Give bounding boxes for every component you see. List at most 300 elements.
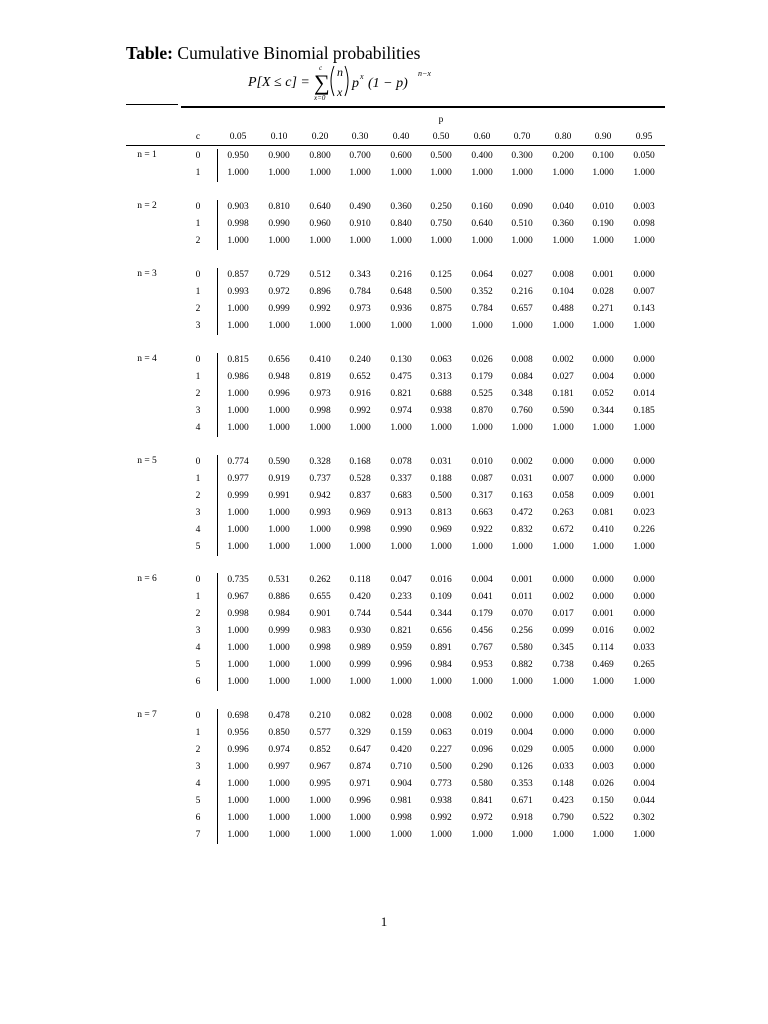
p-header-cell: 0.95 <box>635 132 653 142</box>
table-cell: 0.821 <box>390 626 412 636</box>
table-cell: 0.000 <box>592 745 614 755</box>
table-cell: 0.969 <box>430 525 452 535</box>
table-cell: 0.832 <box>511 525 533 535</box>
table-cell: 1.000 <box>552 423 574 433</box>
table-cell: 1.000 <box>227 796 249 806</box>
table-cell: 0.084 <box>511 372 533 382</box>
table-cell: 0.700 <box>349 151 371 161</box>
c-value: 5 <box>195 796 201 806</box>
binom-right-paren <box>345 66 348 96</box>
table-cell: 0.000 <box>633 762 655 772</box>
table-cell: 1.000 <box>227 660 249 670</box>
c-value: 0 <box>195 202 201 212</box>
table-cell: 0.118 <box>349 575 371 585</box>
table-cell: 0.008 <box>511 355 533 365</box>
table-cell: 1.000 <box>390 236 412 246</box>
table-cell: 0.001 <box>592 609 614 619</box>
table-cell: 1.000 <box>430 677 452 687</box>
table-cell: 0.026 <box>471 355 493 365</box>
table-cell: 0.577 <box>309 728 331 738</box>
table-cell: 0.423 <box>552 796 574 806</box>
table-cell: 0.070 <box>511 609 533 619</box>
table-cell: 0.512 <box>309 270 331 280</box>
table-cell: 0.640 <box>309 202 331 212</box>
table-cell: 0.000 <box>633 270 655 280</box>
table-cell: 0.000 <box>633 745 655 755</box>
table-cell: 1.000 <box>633 321 655 331</box>
table-cell: 1.000 <box>471 677 493 687</box>
table-cell: 0.857 <box>227 270 249 280</box>
table-cell: 0.999 <box>268 304 290 314</box>
table-cell: 0.971 <box>349 779 371 789</box>
binom-left-paren <box>331 66 334 96</box>
table-cell: 1.000 <box>227 542 249 552</box>
table-cell: 0.004 <box>592 372 614 382</box>
table-cell: 0.981 <box>390 796 412 806</box>
table-cell: 0.992 <box>430 813 452 823</box>
table-cell: 0.590 <box>552 406 574 416</box>
table-cell: 0.950 <box>227 151 249 161</box>
c-value: 4 <box>195 643 201 653</box>
c-value: 1 <box>195 728 201 738</box>
table-cell: 0.063 <box>430 355 452 365</box>
table-cell: 0.972 <box>471 813 493 823</box>
table-cell: 1.000 <box>268 406 290 416</box>
table-cell: 1.000 <box>227 813 249 823</box>
table-cell: 1.000 <box>633 423 655 433</box>
table-cell: 1.000 <box>227 321 249 331</box>
table-cell: 1.000 <box>309 660 331 670</box>
table-cell: 0.010 <box>592 202 614 212</box>
c-value: 4 <box>195 779 201 789</box>
table-cell: 0.000 <box>633 609 655 619</box>
table-cell: 0.919 <box>268 474 290 484</box>
n-label: n = 1 <box>137 150 157 160</box>
table-cell: 0.916 <box>349 389 371 399</box>
p-header-cell: 0.40 <box>392 132 410 142</box>
table-cell: 0.942 <box>309 491 331 501</box>
table-cell: 0.027 <box>552 372 574 382</box>
table-cell: 1.000 <box>552 830 574 840</box>
table-cell: 0.005 <box>552 745 574 755</box>
table-cell: 1.000 <box>268 508 290 518</box>
table-cell: 0.353 <box>511 779 533 789</box>
table-cell: 1.000 <box>309 830 331 840</box>
table-cell: 1.000 <box>309 423 331 433</box>
table-cell: 0.813 <box>430 508 452 518</box>
table-cell: 0.710 <box>390 762 412 772</box>
table-cell: 1.000 <box>633 830 655 840</box>
table-cell: 0.729 <box>268 270 290 280</box>
table-cell: 0.774 <box>227 457 249 467</box>
table-cell: 0.580 <box>511 643 533 653</box>
table-cell: 1.000 <box>390 677 412 687</box>
table-cell: 0.000 <box>592 474 614 484</box>
c-value: 1 <box>195 168 201 178</box>
table-cell: 0.790 <box>552 813 574 823</box>
table-cell: 1.000 <box>227 236 249 246</box>
n-label: n = 7 <box>137 710 157 720</box>
table-cell: 0.002 <box>511 457 533 467</box>
table-cell: 0.998 <box>390 813 412 823</box>
table-cell: 0.580 <box>471 779 493 789</box>
table-cell: 0.090 <box>511 202 533 212</box>
table-cell: 1.000 <box>227 677 249 687</box>
table-cell: 0.544 <box>390 609 412 619</box>
c-value: 1 <box>195 474 201 484</box>
table-cell: 1.000 <box>268 796 290 806</box>
table-cell: 0.990 <box>390 525 412 535</box>
table-cell: 0.052 <box>592 389 614 399</box>
table-cell: 0.290 <box>471 762 493 772</box>
table-cell: 0.081 <box>592 508 614 518</box>
table-cell: 0.002 <box>471 711 493 721</box>
table-cell: 0.983 <box>309 626 331 636</box>
table-cell: 0.044 <box>633 796 655 806</box>
table-cell: 0.010 <box>471 457 493 467</box>
table-cell: 0.698 <box>227 711 249 721</box>
table-cell: 0.998 <box>227 219 249 229</box>
table-cell: 0.087 <box>471 474 493 484</box>
table-cell: 0.008 <box>430 711 452 721</box>
table-cell: 1.000 <box>227 525 249 535</box>
table-cell: 0.999 <box>227 491 249 501</box>
table-cell: 0.998 <box>227 609 249 619</box>
title-bold-label: Table: <box>126 43 174 63</box>
table-cell: 0.009 <box>592 491 614 501</box>
table-cell: 0.930 <box>349 626 371 636</box>
table-cell: 1.000 <box>227 830 249 840</box>
table-cell: 1.000 <box>592 542 614 552</box>
table-cell: 0.082 <box>349 711 371 721</box>
c-value: 1 <box>195 219 201 229</box>
table-cell: 0.472 <box>511 508 533 518</box>
table-cell: 1.000 <box>227 423 249 433</box>
table-cell: 0.998 <box>309 643 331 653</box>
table-cell: 0.016 <box>430 575 452 585</box>
table-cell: 0.226 <box>633 525 655 535</box>
table-cell: 1.000 <box>633 168 655 178</box>
table-cell: 0.672 <box>552 525 574 535</box>
table-cell: 0.657 <box>511 304 533 314</box>
c-value: 4 <box>195 423 201 433</box>
formula-lhs: P[X ≤ c] = <box>248 75 310 90</box>
table-cell: 0.227 <box>430 745 452 755</box>
table-cell: 1.000 <box>552 168 574 178</box>
table-cell: 0.256 <box>511 626 533 636</box>
table-cell: 0.003 <box>592 762 614 772</box>
table-cell: 0.263 <box>552 508 574 518</box>
table-cell: 0.233 <box>390 592 412 602</box>
c-value: 7 <box>195 830 201 840</box>
table-cell: 0.850 <box>268 728 290 738</box>
c-value: 2 <box>195 609 201 619</box>
table-cell: 0.000 <box>633 711 655 721</box>
table-cell: 0.837 <box>349 491 371 501</box>
table-cell: 1.000 <box>268 423 290 433</box>
p-header-cell: 0.05 <box>229 132 247 142</box>
table-cell: 0.938 <box>430 406 452 416</box>
table-cell: 0.525 <box>471 389 493 399</box>
table-cell: 0.027 <box>511 270 533 280</box>
table-cell: 0.001 <box>592 270 614 280</box>
table-cell: 1.000 <box>552 321 574 331</box>
table-cell: 0.688 <box>430 389 452 399</box>
table-cell: 1.000 <box>349 423 371 433</box>
table-cell: 1.000 <box>349 168 371 178</box>
table-cell: 0.163 <box>511 491 533 501</box>
table-cell: 1.000 <box>309 525 331 535</box>
table-cell: 1.000 <box>309 796 331 806</box>
table-cell: 0.028 <box>592 287 614 297</box>
table-cell: 0.098 <box>633 219 655 229</box>
table-cell: 0.159 <box>390 728 412 738</box>
c-value: 1 <box>195 592 201 602</box>
table-cell: 0.663 <box>471 508 493 518</box>
c-value: 0 <box>195 711 201 721</box>
top-rule-right <box>181 106 665 108</box>
c-header: c <box>195 132 201 142</box>
c-value: 4 <box>195 525 201 535</box>
table-cell: 0.528 <box>349 474 371 484</box>
table-cell: 0.735 <box>227 575 249 585</box>
table-cell: 1.000 <box>227 508 249 518</box>
formula-p-exponent: x <box>360 72 364 81</box>
table-cell: 0.028 <box>390 711 412 721</box>
table-cell: 0.000 <box>633 474 655 484</box>
table-cell: 0.986 <box>227 372 249 382</box>
table-cell: 0.216 <box>511 287 533 297</box>
table-cell: 0.522 <box>592 813 614 823</box>
table-cell: 0.023 <box>633 508 655 518</box>
table-cell: 1.000 <box>309 321 331 331</box>
table-cell: 1.000 <box>552 236 574 246</box>
table-cell: 0.360 <box>552 219 574 229</box>
table-cell: 0.019 <box>471 728 493 738</box>
table-cell: 0.990 <box>268 219 290 229</box>
table-cell: 0.000 <box>633 457 655 467</box>
c-value: 1 <box>195 372 201 382</box>
table-cell: 0.973 <box>349 304 371 314</box>
table-cell: 0.767 <box>471 643 493 653</box>
table-cell: 0.100 <box>592 151 614 161</box>
c-value: 0 <box>195 575 201 585</box>
table-cell: 0.960 <box>309 219 331 229</box>
c-value: 2 <box>195 491 201 501</box>
table-cell: 0.185 <box>633 406 655 416</box>
table-cell: 0.047 <box>390 575 412 585</box>
table-cell: 0.000 <box>592 575 614 585</box>
table-cell: 0.181 <box>552 389 574 399</box>
table-cell: 1.000 <box>511 677 533 687</box>
table-cell: 0.014 <box>633 389 655 399</box>
table-cell: 1.000 <box>471 830 493 840</box>
table-cell: 1.000 <box>227 643 249 653</box>
table-cell: 1.000 <box>349 236 371 246</box>
c-value: 6 <box>195 677 201 687</box>
table-cell: 0.420 <box>349 592 371 602</box>
table-cell: 0.989 <box>349 643 371 653</box>
table-cell: 0.114 <box>592 643 614 653</box>
table-cell: 1.000 <box>349 677 371 687</box>
page-number: 1 <box>380 914 388 929</box>
c-value: 5 <box>195 660 201 670</box>
table-cell: 1.000 <box>552 542 574 552</box>
table-cell: 1.000 <box>309 236 331 246</box>
table-cell: 0.250 <box>430 202 452 212</box>
table-cell: 0.800 <box>309 151 331 161</box>
table-cell: 1.000 <box>268 779 290 789</box>
table-cell: 0.064 <box>471 270 493 280</box>
table-cell: 1.000 <box>592 423 614 433</box>
table-cell: 0.329 <box>349 728 371 738</box>
table-cell: 1.000 <box>309 168 331 178</box>
table-cell: 0.210 <box>309 711 331 721</box>
p-header-cell: 0.10 <box>270 132 288 142</box>
table-cell: 0.967 <box>227 592 249 602</box>
table-cell: 0.996 <box>390 660 412 670</box>
c-value: 2 <box>195 389 201 399</box>
table-cell: 1.000 <box>552 677 574 687</box>
table-cell: 1.000 <box>268 677 290 687</box>
table-cell: 1.000 <box>268 643 290 653</box>
table-cell: 0.900 <box>268 151 290 161</box>
title-text: Cumulative Binomial probabilities <box>177 43 421 63</box>
c-value: 0 <box>195 270 201 280</box>
p-header-cell: 0.50 <box>432 132 450 142</box>
table-cell: 0.001 <box>511 575 533 585</box>
table-cell: 1.000 <box>309 542 331 552</box>
table-cell: 1.000 <box>511 830 533 840</box>
p-header-cell: 0.90 <box>594 132 612 142</box>
table-cell: 0.998 <box>349 525 371 535</box>
table-cell: 0.819 <box>309 372 331 382</box>
table-cell: 1.000 <box>309 677 331 687</box>
table-cell: 0.001 <box>633 491 655 501</box>
table-cell: 0.000 <box>592 457 614 467</box>
table-cell: 0.345 <box>552 643 574 653</box>
table-cell: 0.109 <box>430 592 452 602</box>
table-cell: 1.000 <box>349 813 371 823</box>
table-cell: 0.896 <box>309 287 331 297</box>
table-cell: 1.000 <box>268 321 290 331</box>
table-cell: 1.000 <box>592 168 614 178</box>
table-cell: 0.190 <box>592 219 614 229</box>
table-cell: 1.000 <box>430 168 452 178</box>
table-cell: 0.033 <box>552 762 574 772</box>
table-cell: 0.002 <box>552 592 574 602</box>
table-cell: 0.784 <box>349 287 371 297</box>
table-cell: 0.500 <box>430 762 452 772</box>
n-label: n = 3 <box>137 269 157 279</box>
table-cell: 0.337 <box>390 474 412 484</box>
table-cell: 0.500 <box>430 151 452 161</box>
table-cell: 1.000 <box>633 542 655 552</box>
table-cell: 0.996 <box>227 745 249 755</box>
page-title <box>126 42 420 64</box>
table-cell: 1.000 <box>268 813 290 823</box>
table-cell: 1.000 <box>511 236 533 246</box>
table-cell: 0.997 <box>268 762 290 772</box>
table-cell: 0.031 <box>511 474 533 484</box>
table-cell: 0.959 <box>390 643 412 653</box>
table-cell: 0.478 <box>268 711 290 721</box>
table-cell: 0.784 <box>471 304 493 314</box>
table-cell: 0.000 <box>592 355 614 365</box>
table-cell: 0.011 <box>511 592 533 602</box>
table-cell: 0.456 <box>471 626 493 636</box>
table-cell: 0.007 <box>552 474 574 484</box>
sum-upper-limit: c <box>319 64 323 72</box>
table-cell: 0.125 <box>430 270 452 280</box>
table-cell: 0.967 <box>309 762 331 772</box>
c-value: 0 <box>195 151 201 161</box>
table-cell: 0.096 <box>471 745 493 755</box>
table-cell: 0.008 <box>552 270 574 280</box>
table-cell: 1.000 <box>471 236 493 246</box>
table-cell: 1.000 <box>349 542 371 552</box>
table-cell: 0.000 <box>633 355 655 365</box>
table-cell: 0.648 <box>390 287 412 297</box>
n-label: n = 6 <box>137 574 157 584</box>
table-cell: 0.000 <box>592 711 614 721</box>
table-cell: 0.200 <box>552 151 574 161</box>
table-cell: 0.999 <box>349 660 371 670</box>
c-value: 2 <box>195 236 201 246</box>
table-cell: 0.000 <box>633 728 655 738</box>
table-cell: 0.821 <box>390 389 412 399</box>
table-cell: 0.063 <box>430 728 452 738</box>
table-cell: 0.130 <box>390 355 412 365</box>
table-cell: 0.737 <box>309 474 331 484</box>
p-header-cell: 0.70 <box>513 132 531 142</box>
c-value: 5 <box>195 542 201 552</box>
table-cell: 0.016 <box>592 626 614 636</box>
table-cell: 0.744 <box>349 609 371 619</box>
c-value: 2 <box>195 745 201 755</box>
table-cell: 0.656 <box>430 626 452 636</box>
table-cell: 1.000 <box>268 542 290 552</box>
binom-bottom: x <box>337 85 343 99</box>
c-value: 0 <box>195 355 201 365</box>
table-cell: 0.984 <box>430 660 452 670</box>
table-cell: 0.773 <box>430 779 452 789</box>
table-cell: 0.168 <box>349 457 371 467</box>
table-cell: 1.000 <box>390 423 412 433</box>
table-cell: 0.000 <box>552 711 574 721</box>
table-cell: 0.003 <box>633 202 655 212</box>
table-cell: 0.488 <box>552 304 574 314</box>
table-cell: 1.000 <box>511 542 533 552</box>
table-cell: 0.410 <box>309 355 331 365</box>
table-cell: 0.810 <box>268 202 290 212</box>
table-cell: 0.000 <box>633 592 655 602</box>
table-cell: 0.469 <box>592 660 614 670</box>
table-cell: 1.000 <box>430 542 452 552</box>
p-header-cell: 0.80 <box>554 132 572 142</box>
table-cell: 0.104 <box>552 287 574 297</box>
table-cell: 1.000 <box>227 304 249 314</box>
c-value: 3 <box>195 762 201 772</box>
table-cell: 1.000 <box>390 830 412 840</box>
table-cell: 1.000 <box>592 321 614 331</box>
table-cell: 0.026 <box>592 779 614 789</box>
table-cell: 0.996 <box>268 389 290 399</box>
table-cell: 1.000 <box>390 542 412 552</box>
table-cell: 0.683 <box>390 491 412 501</box>
table-cell: 0.656 <box>268 355 290 365</box>
table-cell: 0.590 <box>268 457 290 467</box>
